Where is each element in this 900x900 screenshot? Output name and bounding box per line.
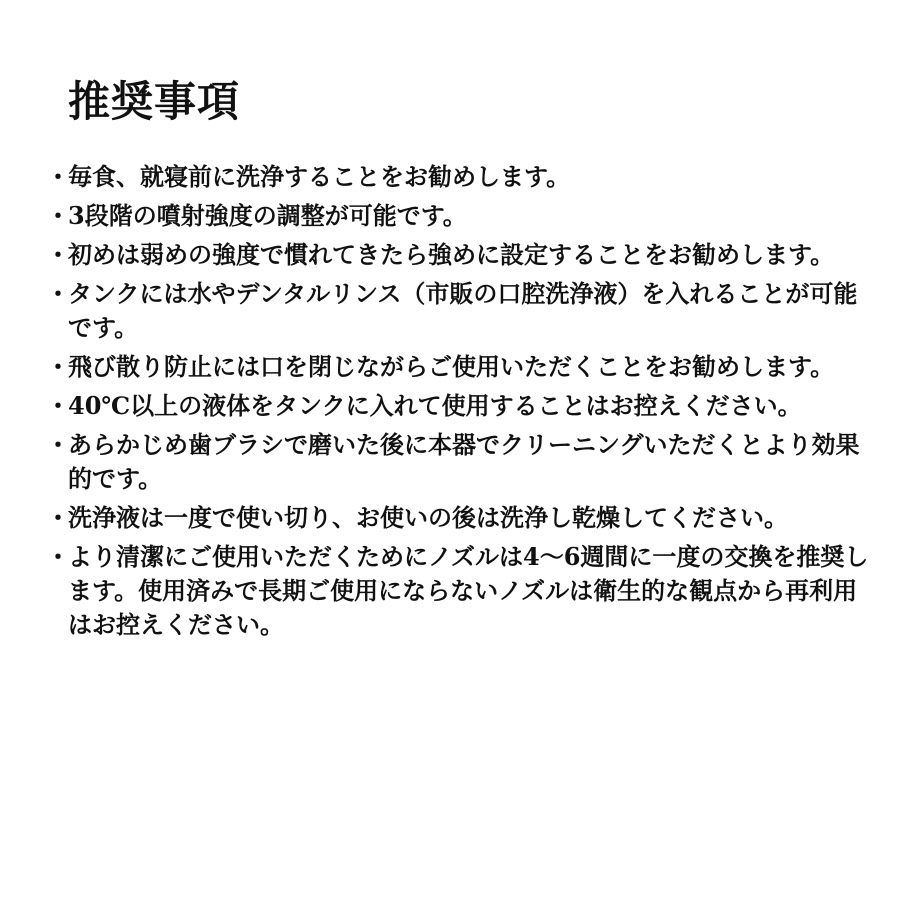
list-item-text: 毎食、就寝前に洗浄することをお勧めします。 [68, 162, 571, 191]
bullet-icon: ・ [46, 352, 70, 381]
list-item [44, 389, 874, 423]
page-title: 推奨事項 [68, 77, 241, 126]
bullet-icon: ・ [46, 430, 70, 459]
bullet-icon: ・ [46, 240, 70, 269]
list-item-text: タンクには水やデンタルリンス（市販の口腔洗浄液）を入れることが可能です。 [68, 279, 858, 342]
list-item-text: あらかじめ歯ブラシで磨いた後に本器でクリーニングいただくとより効果的です。 [68, 430, 860, 493]
bullet-icon: ・ [46, 279, 70, 308]
recommendation-list [44, 160, 874, 647]
bullet-icon: ・ [46, 201, 70, 230]
list-item [44, 540, 874, 642]
list-item [44, 501, 874, 535]
list-item [44, 199, 874, 233]
list-item-text: 洗浄液は一度で使い切り、お使いの後は洗浄し乾燥してください。 [68, 503, 788, 532]
bullet-icon: ・ [46, 542, 70, 571]
list-item-text: 初めは弱めの強度で慣れてきたら強めに設定することをお勧めします。 [68, 240, 835, 269]
list-item-text: 3段階の噴射強度の調整が可能です。 [68, 201, 467, 230]
list-item-text: より清潔にご使用いただくためにノズルは4〜6週間に一度の交換を推奨します。使用済みで長期ご使用にならないノズルは衛生的な観点から再利用はお控えください。 [68, 542, 869, 639]
bullet-icon: ・ [46, 391, 70, 420]
bullet-icon: ・ [46, 503, 70, 532]
bullet-icon: ・ [46, 162, 70, 191]
list-item [44, 160, 874, 194]
list-item [44, 428, 874, 496]
list-item-text: 飛び散り防止には口を閉じながらご使用いただくことをお勧めします。 [68, 352, 835, 381]
list-item-text: 40℃以上の液体をタンクに入れて使用することはお控えください。 [68, 391, 802, 420]
list-item [44, 277, 874, 345]
list-item [44, 238, 874, 272]
list-item [44, 350, 874, 384]
